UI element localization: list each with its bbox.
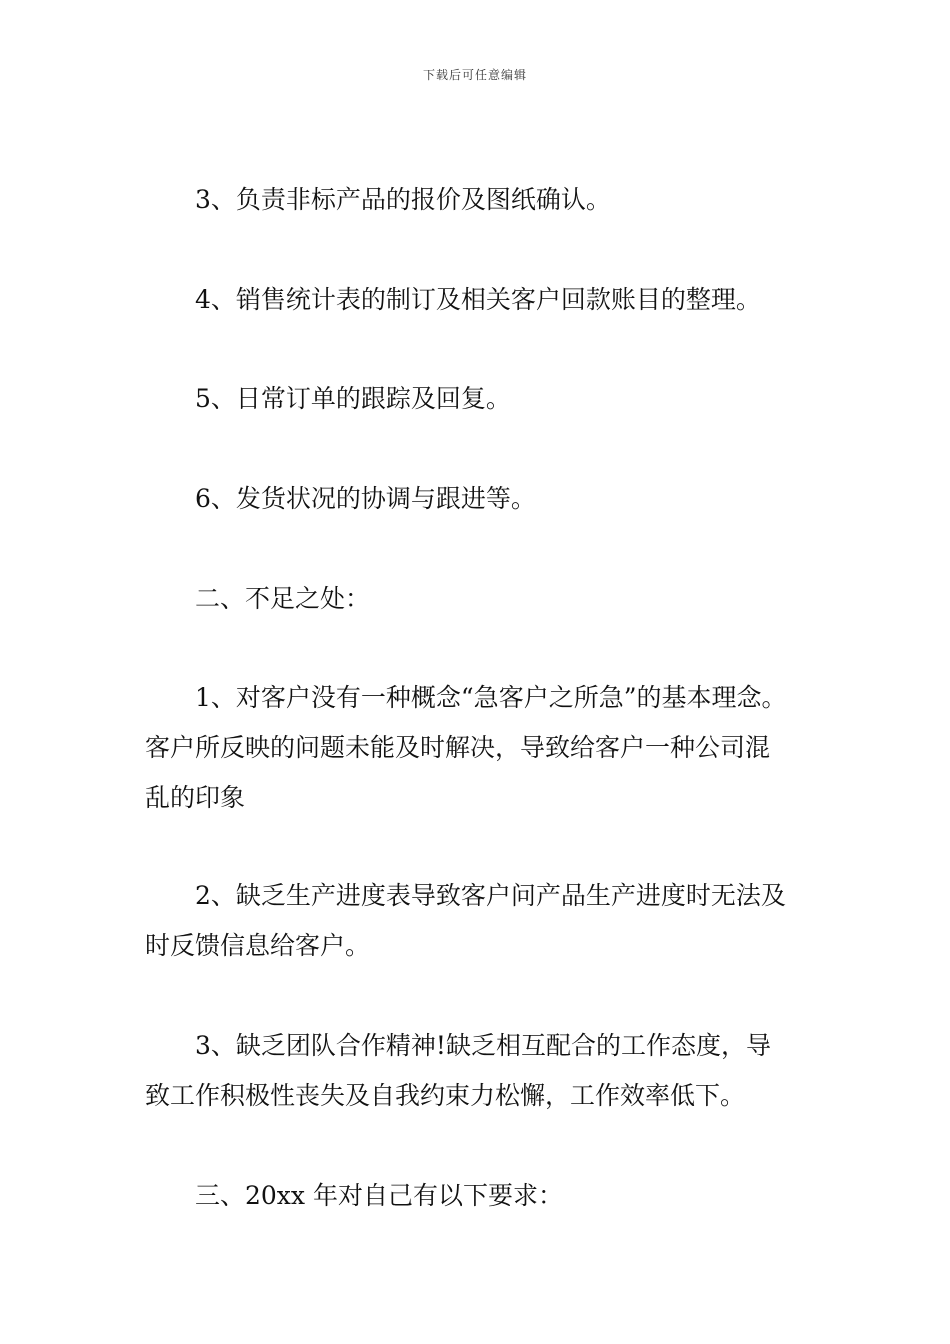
paragraph: [145, 1021, 825, 1121]
paragraph-line: 三、20xx 年对自己有以下要求：: [195, 1181, 563, 1210]
paragraph-line: 1、对客户没有一种概念“急客户之所急”的基本理念。: [195, 683, 787, 712]
paragraph-line: 3、缺乏团队合作精神!缺乏相互配合的工作态度，导: [195, 1031, 771, 1060]
paragraph-line: 4、销售统计表的制订及相关客户回款账目的整理。: [195, 285, 761, 314]
paragraph-line: 乱的印象: [145, 783, 246, 812]
paragraph-line: 客户所反映的问题未能及时解决，导致给客户一种公司混: [145, 733, 771, 762]
paragraph-line: 致工作积极性丧失及自我约束力松懈，工作效率低下。: [145, 1081, 746, 1110]
section-heading: [145, 1171, 825, 1221]
paragraph: [145, 474, 825, 524]
paragraph: [145, 275, 825, 325]
paragraph: [145, 374, 825, 424]
paragraph-line: 5、日常订单的跟踪及回复。: [195, 384, 511, 413]
paragraph: [145, 175, 825, 225]
paragraph-line: 时反馈信息给客户。: [145, 931, 371, 960]
section-heading: [145, 574, 825, 624]
paragraph-line: 6、发货状况的协调与跟进等。: [195, 484, 536, 513]
paragraph-line: 3、负责非标产品的报价及图纸确认。: [195, 185, 611, 214]
paragraph-line: 二、不足之处：: [195, 584, 371, 613]
paragraph-line: 2、缺乏生产进度表导致客户问产品生产进度时无法及: [195, 881, 786, 910]
paragraph: [145, 673, 825, 823]
paragraph: [145, 871, 825, 971]
page-header: 下载后可任意编辑: [422, 68, 527, 82]
